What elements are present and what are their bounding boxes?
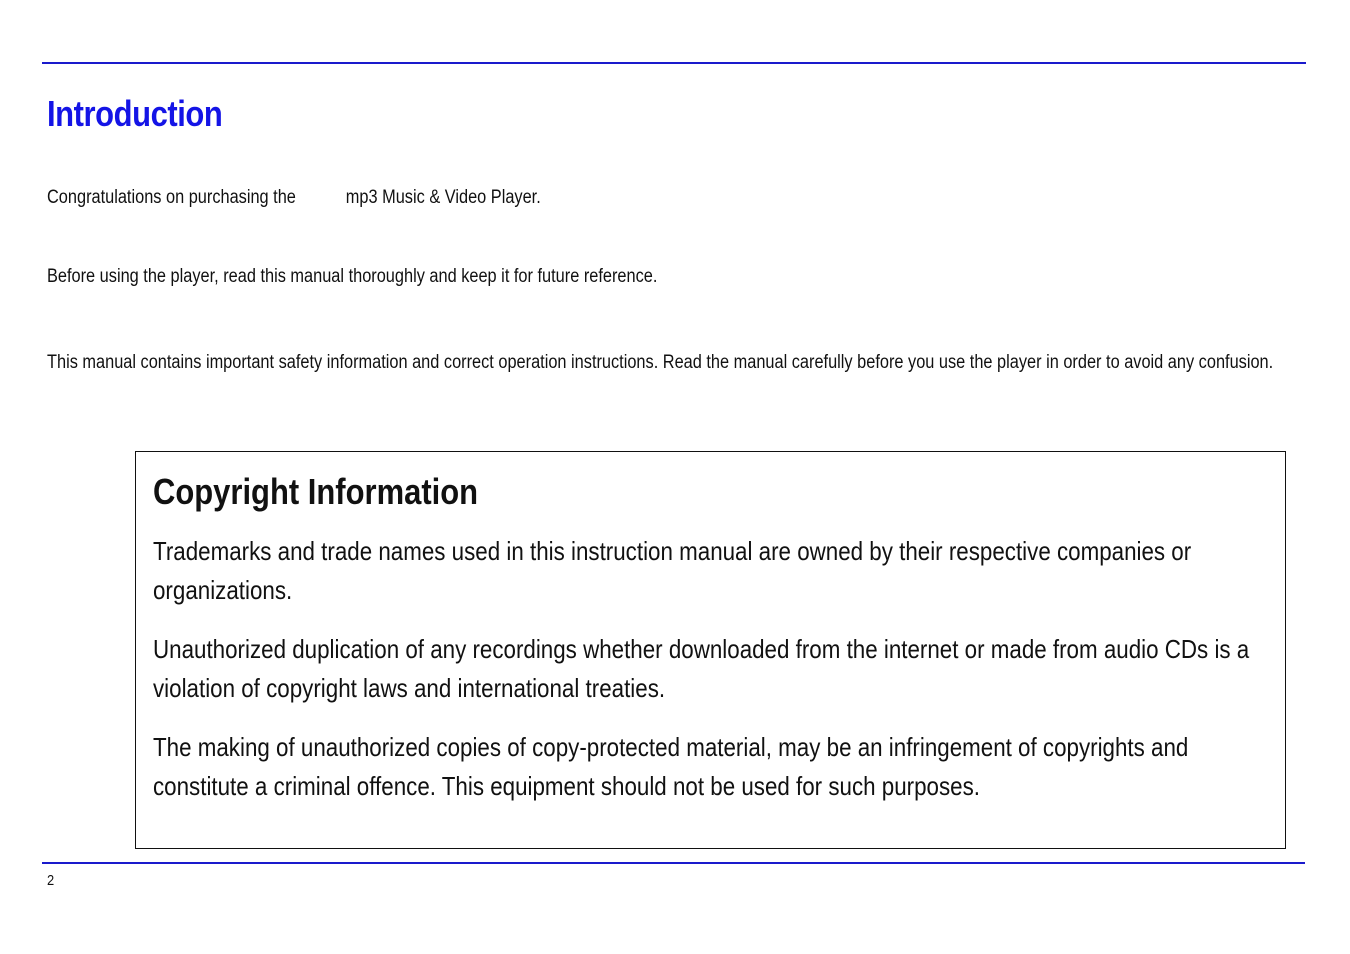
copyright-box (135, 451, 1286, 849)
footer-rule (42, 862, 1305, 864)
page-number: 2 (47, 872, 55, 889)
intro-paragraph-1 (47, 187, 541, 209)
intro-paragraph-1-start: Congratulations on purchasing the (47, 187, 296, 208)
header-rule (42, 62, 1306, 64)
copyright-content (153, 466, 1262, 826)
copyright-title: Copyright Information (153, 471, 479, 512)
copyright-paragraph-2: Unauthorized duplication of any recordings whether downloaded from the internet or made from audio CDs is a violation of copyright laws and international treaties. (153, 634, 1250, 703)
copyright-paragraph-1: Trademarks and trade names used in this instruction manual are owned by their respective companies or organizations. (153, 536, 1192, 605)
copyright-paragraph-3: The making of unauthorized copies of copy-protected material, may be an infringement of copyrights and constitute a criminal offence. This equipment should not be used for such purposes. (153, 732, 1189, 801)
page-title: Introduction (47, 93, 223, 134)
intro-paragraph-3: This manual contains important safety information and correct operation instructions. Read the manual carefully before you use the player in order to avoid any confusion. (47, 352, 1274, 373)
intro-paragraph-2: Before using the player, read this manual thoroughly and keep it for future reference. (47, 266, 658, 287)
intro-paragraph-1-end: mp3 Music & Video Player. (345, 187, 541, 208)
